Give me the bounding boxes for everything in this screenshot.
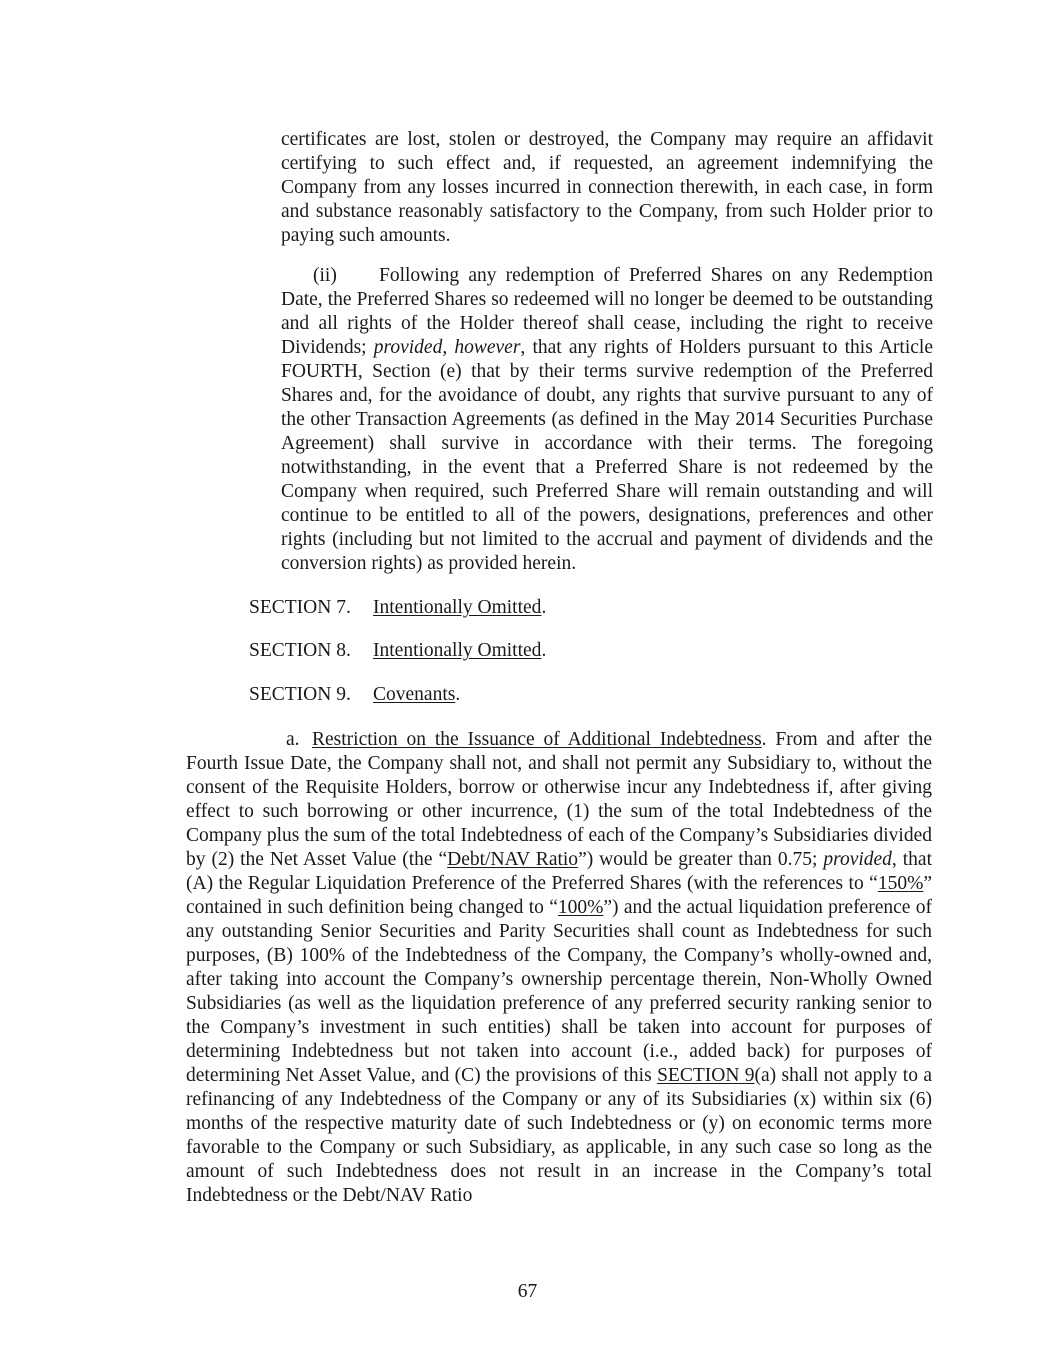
section-8-trail: .	[541, 640, 547, 661]
section-9-heading	[249, 683, 460, 707]
debt-nav-ratio-term: Debt/NAV Ratio	[447, 849, 579, 870]
section-7-trail: .	[541, 597, 547, 618]
percent-150-term: 150%	[877, 873, 924, 894]
clause-ii-paragraph	[281, 264, 933, 576]
clause-a-heading: Restriction on the Issuance of Additional Indebtedness	[312, 729, 762, 750]
section-9-label: SECTION 9.	[249, 684, 351, 705]
section-9-title: Covenants	[373, 684, 456, 705]
clause-a-text-4: ” contained in such definition being changed to “	[186, 873, 932, 918]
section-8-heading	[249, 639, 546, 663]
section-8-label: SECTION 8.	[249, 640, 351, 661]
section-7-label: SECTION 7.	[249, 597, 351, 618]
section-9-trail: .	[455, 684, 461, 705]
clause-ii-text-1: Following any redemption of Preferred Shares on any Redemption Date, the Preferred Shares so redeemed will no longer be deemed to be outstanding and all rights of the Holder thereof shall cease, including the right to receive Dividends;	[281, 265, 933, 358]
continuation-paragraph: certificates are lost, stolen or destroyed, the Company may require an affidavit certifying to such effect and, if requested, an agreement indemnifying the Company from any losses incurred in connection therewith, in each case, in form and substance reasonably satisfactory to the Company, from such Holder prior to paying such amounts.	[281, 129, 933, 246]
clause-a-text-2: ”) would be greater than 0.75;	[578, 849, 824, 870]
clause-a-italic-provided: provided	[823, 849, 892, 870]
clause-a-heading-trail: .	[761, 729, 767, 750]
section-8-title: Intentionally Omitted	[373, 640, 542, 661]
clause-a-text-1: From and after the Fourth Issue Date, the Company shall not, and shall not permit any Subsidiary to, without the consent of the Requisite Holders, borrow or otherwise incur any Indebtedness if, after giving effect to such borrowing or other incurrence, (1) the sum of the total Indebtedness of the Company plus the sum of the total Indebtedness of each of the Company’s Subsidiaries divided by (2) the Net Asset Value (the “	[186, 729, 932, 870]
clause-a-text-5: ”) and the actual liquidation preference of any outstanding Senior Securities and Parity Securities shall count as Indebtedness for such purposes, (B) 100% of the Indebtedness of the Company, the Company’s wholly-owned and, after taking into account the Company’s ownership percentage therein, Non-Wholly Owned Subsidiaries (as well as the liquidation preference of any preferred security ranking senior to the Company’s investment in such entities) shall be taken into account for purposes of determining Indebtedness but not taken into account (i.e., added back) for purposes of determining Net Asset Value, and (C) the provisions of this	[186, 897, 932, 1086]
section-9-reference: SECTION 9	[657, 1065, 755, 1086]
clause-ii-text-2: , that any rights of Holders pursuant to this Article FOURTH, Section (e) that by their terms survive redemption of the Preferred Shares and, for the avoidance of doubt, any rights that survive pursuant to any of the other Transaction Agreements (as defined in the May 2014 Securities Purchase Agreement) shall survive in accordance with their terms. The foregoing notwithstanding, in the event that a Preferred Share is not redeemed by the Company when required, such Preferred Share will remain outstanding and will continue to be entitled to all of the powers, designations, preferences and other rights (including but not limited to the accrual and payment of dividends and the conversion rights) as provided herein.	[281, 337, 933, 574]
page-number: 67	[517, 1281, 538, 1302]
clause-ii-indent	[281, 265, 379, 286]
clause-a-letter: a.	[286, 729, 300, 750]
clause-a-paragraph	[186, 728, 932, 1208]
percent-100-term: 100%	[557, 897, 604, 918]
clause-a-indent	[186, 729, 312, 750]
clause-a-text-6: (a) shall not apply to a refinancing of any Indebtedness of the Company or any of its Subsidiaries (x) within six (6) months of the respective maturity date of such Indebtedness or (y) on economic terms more favorable to the Company or such Subsidiary, as applicable, in any such case so long as the amount of such Indebtedness does not result in an increase in the Company’s total Indebtedness or the Debt/NAV Ratio	[186, 1065, 932, 1206]
clause-a-text-3: , that (A) the Regular Liquidation Preference of the Preferred Shares (with the references to “	[186, 849, 932, 894]
section-7-heading	[249, 596, 546, 620]
section-7-title: Intentionally Omitted	[373, 597, 542, 618]
clause-ii-italic-proviso: provided, however	[373, 337, 521, 358]
clause-ii-number: (ii)	[313, 265, 337, 286]
